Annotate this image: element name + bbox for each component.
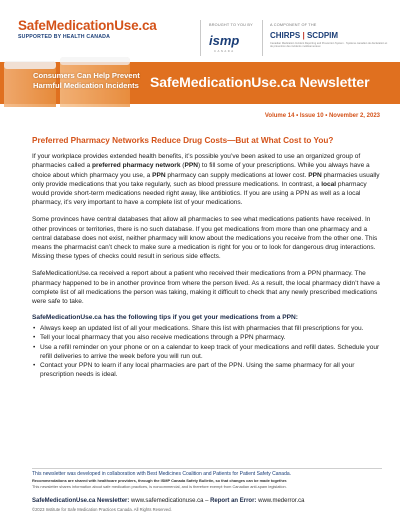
link-separator: – [203,498,211,504]
safemedicationuse-logo[interactable] [18,18,157,40]
chirps-separator: | [302,31,305,40]
banner-tagline [33,71,140,91]
ismp-canada-label: CANADA [214,49,235,53]
list-item: • Contact your PPN to learn if any local pharmacies are part of the PPN. Using the same pharmacy for all your prescription needs is ideal. [32,361,382,380]
report-error-label: Report an Error: [210,498,257,504]
chirps-text: CHIRPS [270,31,301,40]
tips-heading: SafeMedicationUse.ca has the following tips if you get your medications from a PPN: [32,313,298,321]
divider [200,20,201,56]
recommendations-note: Recommendations are shared with healthcare providers, through the ISMP Canada Safety Bulletin, so that changes can be made together. [32,478,288,483]
scdpim-text: SCDPIM [306,31,339,40]
article-title: Preferred Pharmacy Networks Reduce Drug Costs—But at What Cost to You? [32,136,334,145]
footer-note [32,468,382,489]
component-of-label: A COMPONENT OF THE [270,23,317,27]
chirps-subtitle: Canadian Medication Incident Reporting and Prevention System · Système canadien de déclaration et de prévention des incidents médicamenteux [270,42,388,49]
footer-links [32,498,382,504]
copyright: ©2023 Institute for Safe Medication Practices Canada. All Rights Reserved. [32,507,172,512]
paragraph-3: SafeMedicationUse.ca received a report about a patient who received their medications from a PPN pharmacy. The pharmacy happened to be in another province from where the person lived. As a result, the local pharmacy didn’t have a complete list of all medications the person was taking, making it difficult to check that any newly prescribed medications were safe to take. [32,270,380,306]
issue-info: Volume 14 • Issue 10 • November 2, 2023 [264,113,380,119]
brought-by-label: BROUGHT TO YOU BY [209,23,253,27]
chirps-logo[interactable] [270,31,338,40]
ismp-logo[interactable]: ismp [209,33,240,48]
logo-wordmark: SafeMedicationUse.ca [18,18,157,33]
header [0,0,400,62]
newsletter-title: SafeMedicationUse.ca Newsletter [150,74,370,90]
tagline-line-2: Harmful Medication Incidents [33,81,139,90]
list-item: • Use a refill reminder on your phone or on a calendar to keep track of your medications and refill dates. Schedule your refill deliveries to arrive the week before you will run out. [32,343,382,362]
newsletter-link[interactable]: www.safemedicationuse.ca [129,498,204,504]
list-item: • Tell your local pharmacy that you also receive medications through a PPN pharmacy. [32,333,382,342]
tagline-line-1: Consumers Can Help Prevent [33,71,140,80]
footer [32,498,382,512]
paragraph-1: If your workplace provides extended health benefits, it’s possible you’ve been asked to use an organized group of pharmacies called a preferred pharmacy network (PPN) to fill some of your prescriptions. While you always have a choice about which pharmacy you use, a PPN pharmacy can supply medications at lower cost. PPN pharmacies usually only provide medications that you take regularly, such as blood pressure medications. In contrast, a local pharmacy would provide short-term medications needed right away, like antibiotics. If you are using a PPN as well as a local pharmacy, it’s very important to have a complete list of your medications. [32,153,380,207]
article [32,136,382,380]
list-item: • Always keep an updated list of all your medications. Share this list with pharmacies that fill prescriptions for you. [32,324,382,333]
divider [262,20,263,56]
logo-subtitle: SUPPORTED BY HEALTH CANADA [18,34,111,40]
tips-list [32,324,382,380]
newsletter-label: SafeMedicationUse.ca Newsletter: [32,498,130,504]
report-error-link[interactable]: www.mederror.ca [256,498,305,504]
collaboration-note: This newsletter was developed in collaboration with Best Medicines Coalition and Patients for Patient Safety Canada. [32,471,292,477]
exemption-note: This newsletter shares information about safe medication practices, is noncommercial, and is therefore exempt from Canadian anti-spam legislation. [32,483,287,489]
paragraph-2: Some provinces have central databases that allow all pharmacies to see what medications patients have received. In other provinces or territories, there is no such database. If you get medications from more than one pharmacy and a central database does not exist, neither pharmacy will know about the medications you receive from the other one. This means the pharmacist can’t check to make sure a medication is right for you or to look for dangerous drug interactions. Missing these types of checks could result in serious side effects. [32,216,378,261]
